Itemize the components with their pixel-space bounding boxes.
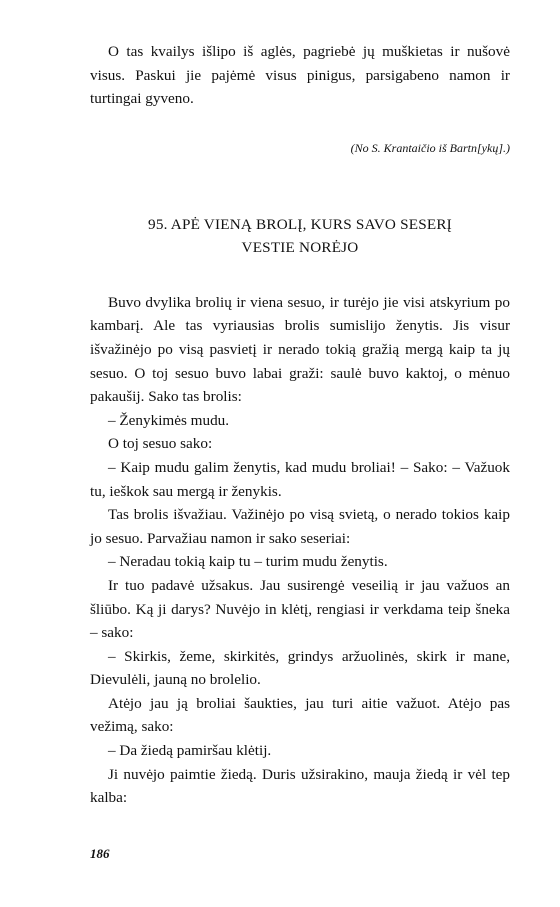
paragraph: Ir tuo padavė užsakus. Jau susirengė veseilią ir jau važuos an šliūbo. Ką ji darys? Nuvėjo in klėtį, rengiasi ir verkdama teip šneka – sako: [90,576,510,642]
tale-heading [90,213,510,259]
paragraph: O toj sesuo sako: [108,435,213,453]
book-page [90,40,510,810]
tale-heading-line-1: 95. APĖ VIENĄ BROLĮ, KURS SAVO SESERĮ [148,215,452,233]
paragraph: Atėjo jau ją broliai šaukties, jau turi aitie važuot. Atėjo pas vežimą, sako: [90,694,510,736]
page-number: 186 [90,846,110,861]
tale-body [90,291,510,810]
paragraph: Ji nuvėjo paimtie žiedą. Duris užsirakino, mauja žiedą ir vėl tep kalba: [90,765,510,807]
paragraph: – Ženykimės mudu. [108,411,230,429]
source-note: (No S. Krantaičio iš Bartn[ykų].) [350,140,510,155]
paragraph: – Da žiedą pamiršau klėtij. [108,742,272,760]
paragraph: Buvo dvylika brolių ir viena sesuo, ir turėjo jie visi atskyrium po kambarį. Ale tas vyriausias brolis sumislijo ženytis. Jis visur išvažinėjo po visą pasvietį ir nerado tokią gražią mergą kaip ta jų sesuo. O toj sesuo buvo labai graži: saulė buvo kaktoj, o mėnuo pakaušij. Sako tas brolis: [90,293,510,406]
paragraph: – Skirkis, žeme, skirkitės, grindys aržuolinės, skirk ir mane, Dievulėli, jauną no brolelio. [90,647,510,689]
paragraph: – Kaip mudu galim ženytis, kad mudu broliai! – Sako: – Važuok tu, ieškok sau mergą ir ženykis. [90,458,510,500]
paragraph: – Neradau tokią kaip tu – turim mudu ženytis. [108,553,388,571]
paragraph: Tas brolis išvažiau. Važinėjo po visą svietą, o nerado tokios kaip jo sesuo. Parvažiau namon ir sako seseriai: [90,506,510,547]
intro-paragraph: O tas kvailys išlipo iš aglės, pagriebė jų muškietas ir nušovė visus. Paskui jie pajėmė visus pinigus, parsigabeno namon ir turtingai gyveno. [90,43,510,108]
tale-heading-line-2: VESTIE NORĖJO [241,238,359,256]
